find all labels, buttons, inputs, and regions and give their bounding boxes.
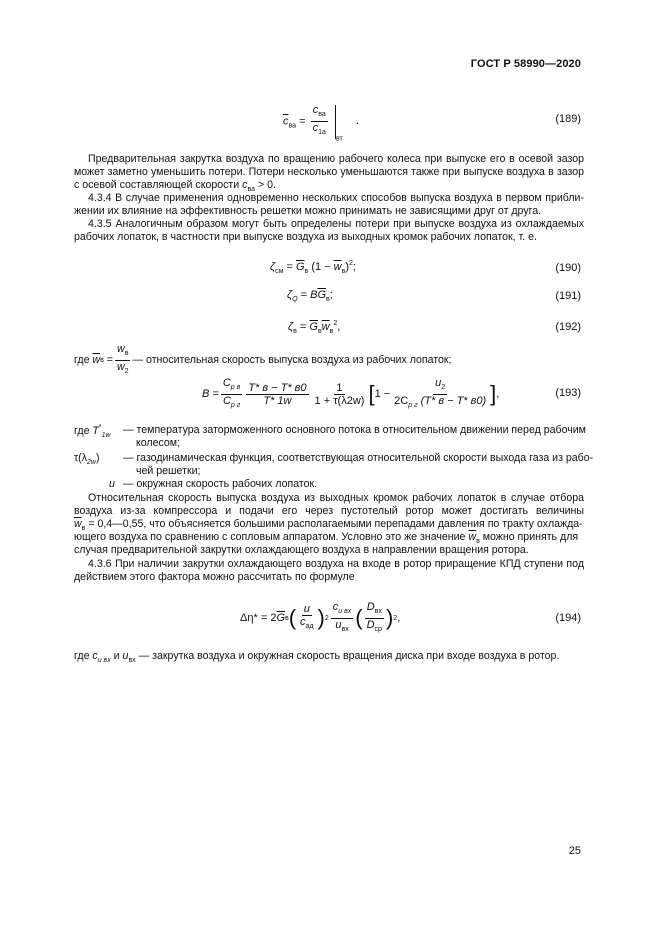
formula-193-number: (193) [555,387,581,399]
paragraph-5-line-2: действием этого фактора можно рассчитать по формуле [74,571,355,583]
paragraph-4-line-4: ющего воздуха по сравнению с сопловым аппаратом. Условно это же значение $\overline{w}_в$ можно принять для [74,531,579,545]
paragraph-4-line-2: воздуха из-за компрессора и подачи его через пустотелый ротор может достигать величины [74,505,584,517]
definition-tau-term: $\tau(\lambda_{2w})$ [74,452,100,466]
document-header: ГОСТ Р 58990—2020 [470,58,581,70]
formula-193: B = $\frac{C_{p в}}{C_{p г}}$ $\frac{T* в - T* в0}{T* 1w}$ $\frac{1}{1 + \tau(\lambda 2w)}$ [ 1 − $\frac{u_2}{2C_{p г} (T* в - T* в0)}$ ] , [202,376,500,409]
formula-194-number: (194) [555,612,581,624]
paragraph-1-line-2: может заметно уменьшить потери. Потери несколько уменьшаются также при выпуске воздуха в зазор [74,166,584,178]
paragraph-3-line-1: 4.3.5 Аналогичным образом могут быть определены потери при выпуске воздуха из охлаждаемых [88,218,584,230]
definition-tau-line-2: чей решетки; [136,465,201,477]
paragraph-5-line-1: 4.3.6 При наличии закрутки охлаждающего воздуха на входе в ротор приращение КПД ступени под [88,558,584,570]
paragraph-1-line-3: с осевой составляющей скорости $c_{ва} > 0$. [74,179,276,193]
definition-T1w-line-1: — температура заторможенного основного потока в относительном движении перед рабочим [123,424,586,436]
definition-w-relative-speed: где $\overline{w}$ в = $\frac{w_в}{w_2}$ — относительная скорость выпуска воздуха из рабочих лопаток; [74,342,452,375]
definition-c-u-line: где $c_{u вх}$ и $u_{вх}$ — закрутка воздуха и окружная скорость вращения диска при входе воздуха в ротор. [74,650,560,664]
definition-tau-line-1: — газодинамическая функция, соответствующая относительной скорости выхода газа из рабо- [123,452,594,464]
formula-189-number: (189) [555,113,581,125]
definition-T1w-line-2: колесом; [136,437,181,449]
formula-191-number: (191) [555,290,581,302]
paragraph-3-line-2: рабочих лопаток, в частности при выпуске воздуха из выходных кромок рабочих лопаток, т. е. [74,231,537,243]
formula-192-number: (192) [555,321,581,333]
definition-T1w-term: где $T^*_{1w}$ [74,424,111,439]
paragraph-1-line-1: Предварительная закрутка воздуха по вращению рабочего колеса при выпуске его в осевой зазор [88,153,584,165]
paragraph-4-line-3: $\overline{w}_в$ = 0,4—0,55, что объясняется большими располагаемыми перепадами давления по тракту охлажда- [74,518,583,532]
formula-191: $\zeta_Q = B\overline{G}_в$; [287,289,333,303]
definition-u-line: — окружная скорость рабочих лопаток. [123,478,318,490]
paragraph-2-line-1: 4.3.4 В случае применения одновременно нескольких способов выпуска воздуха в первом прибли- [88,192,584,204]
paragraph-4-line-1: Относительная скорость выпуска воздуха из выходных кромок рабочих лопаток в случае отбора [88,492,584,504]
page-number: 25 [568,845,581,857]
formula-194: Δη* = 2 $\overline{G}$ в ( $\frac{u}{c_{ад}}$ ) 2 $\frac{c_{u вх}}{u_{вх}}$ ( $\frac{D_{вх}}{D_{ср}}$ ) 2 , [240,600,401,633]
definition-u-term: u [109,478,115,490]
paragraph-4-line-5: случая предварительной закрутки охлаждающего воздуха в направлении вращения ротора. [74,544,529,556]
formula-190: $\zeta_{см} = \overline{G}_в$ $(1 - \overline{w}_в)^2$; [270,260,356,275]
paragraph-2-line-2: жении их влияние на эффективность решетки можно принимать не зависящими друг от друга. [74,205,542,217]
formula-192: $\zeta_в = \overline{G}_в\overline{w}_в^2$, [288,320,341,335]
formula-190-number: (190) [555,262,581,274]
formula-189: $\overline{c}_{ва}$ = $\frac{c_{ва}}{c_{1а}}$ $_{вт}$ . [283,104,359,143]
